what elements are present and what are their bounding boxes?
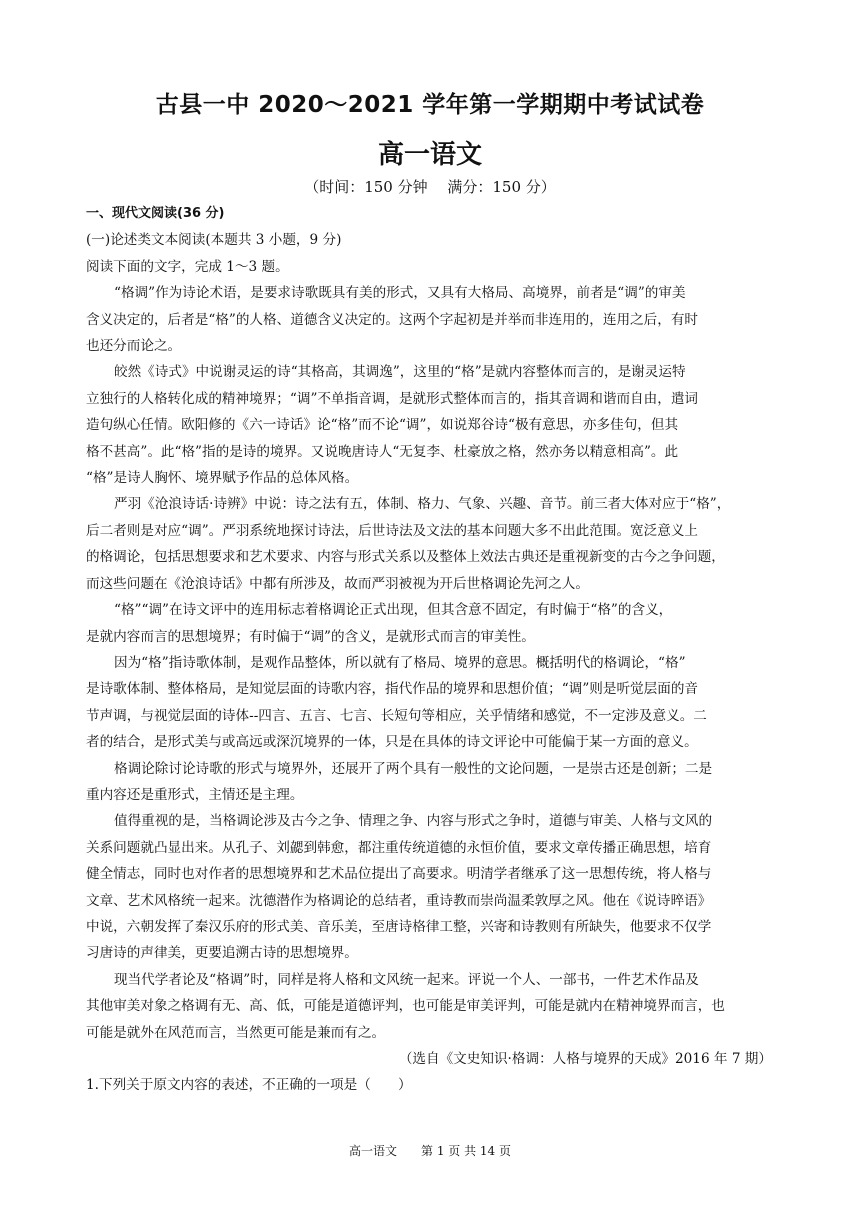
source-citation: （选自《文史知识·格调：人格与境界的天成》2016 年 7 期）	[398, 1051, 772, 1067]
passage-line: 可能是就外在风范而言，当然更可能是兼而有之。	[86, 1024, 386, 1041]
passage-line: 格不甚高”。此“格”指的是诗的境界。又说晚唐诗人“无复李、杜豪放之格，然亦务以精意相高”。此	[86, 443, 679, 460]
passage-line: 中说，六朝发挥了秦汉乐府的形式美、音乐美，至唐诗格律工整，兴寄和诗教则有所缺失，他要求不仅学	[86, 918, 712, 935]
passage-line: 现当代学者论及“格调”时，同样是将人格和文风统一起来。评说一个人、一部书，一件艺术作品及	[114, 971, 699, 988]
passage-line: 立独行的人格转化成的精神境界；“调”不单指音调，是就形式整体而言的，指其音调和谐而自由，遣词	[86, 390, 699, 407]
question-1: 1.下列关于原文内容的表述，不正确的一项是（ ）	[86, 1077, 412, 1094]
passage-line: “格”是诗人胸怀、境界赋予作品的总体风格。	[86, 470, 359, 487]
passage-line: 关系问题就凸显出来。从孔子、刘勰到韩愈，都注重传统道德的永恒价值，要求文章传播正确思想，培育	[86, 839, 712, 856]
passage	[86, 280, 776, 1046]
passage-line: “格”“调”在诗文评中的连用标志着格调论正式出现，但其含意不固定，有时偏于“格”的含义，	[114, 602, 673, 619]
page-footer: 高一语文 第 1 页 共 14 页	[349, 1144, 511, 1158]
passage-line: 皎然《诗式》中说谢灵运的诗“其格高，其调逸”，这里的“格”是就内容整体而言的，是谢灵运特	[114, 364, 686, 381]
passage-line: 者的结合，是形式美与或高远或深沉境界的一体，只是在具体的诗文评论中可能偏于某一方面的意义。	[86, 734, 698, 751]
passage-line: “格调”作为诗论术语，是要求诗歌既具有美的形式，又具有大格局、高境界，前者是“调”的审美	[114, 285, 686, 302]
passage-line: 而这些问题在《沧浪诗话》中都有所涉及，故而严羽被视为开后世格调论先河之人。	[86, 575, 589, 592]
passage-line: 文章、艺术风格统一起来。沈德潜作为格调论的总结者，重诗教而崇尚温柔敦厚之风。他在《说诗晬语》	[86, 892, 712, 909]
passage-line: 值得重视的是，当格调论涉及古今之争、情理之争、内容与形式之争时，道德与审美、人格与文风的	[114, 813, 713, 830]
passage-line: 是就内容而言的思想境界；有时偏于“调”的含义，是就形式而言的审美性。	[86, 628, 535, 645]
subject-title: 高一语文	[377, 140, 482, 170]
passage-line: 的格调论，包括思想要求和艺术要求、内容与形式关系以及整体上效法古典还是重视新变的古今之争问题，	[86, 549, 725, 566]
reading-section	[86, 201, 776, 1099]
section-heading: 一、现代文阅读(36 分)	[86, 206, 225, 221]
passage-line: 其他审美对象之格调有无、高、低，可能是道德评判，也可能是审美评判，可能是就内在精神境界而言，也	[86, 998, 725, 1015]
reading-instruction: 阅读下面的文字，完成 1～3 题。	[86, 258, 289, 275]
passage-line: 健全情志，同时也对作者的思想境界和艺术品位提出了高要求。明清学者继承了这一思想传统，将人格与	[86, 866, 712, 883]
passage-line: 含义决定的，后者是“格”的人格、道德含义决定的。这两个字起初是并举而非连用的，连用之后，有时	[86, 311, 699, 328]
passage-line: 因为“格”指诗歌体制，是观作品整体，所以就有了格局、境界的意思。概括明代的格调论，“格”	[114, 654, 686, 671]
passage-line: 节声调，与视觉层面的诗体--四言、五言、七言、长短句等相应，关乎情绪和感觉，不一定涉及意义。二	[86, 707, 707, 724]
passage-line: 造句纵心任情。欧阳修的《六一诗话》论“格”而不论“调”，如说郑谷诗“极有意思，亦多佳句，但其	[86, 417, 679, 434]
passage-line: 重内容还是重形式，主情还是主理。	[86, 786, 304, 803]
exam-meta: （时间：150 分钟 满分：150 分）	[304, 178, 556, 196]
passage-line: 也还分而论之。	[86, 338, 182, 355]
passage-line: 格调论除讨论诗歌的形式与境界外，还展开了两个具有一般性的文论问题，一是崇古还是创新；二是	[114, 760, 713, 777]
passage-line: 习唐诗的声律美，更要追溯古诗的思想境界。	[86, 945, 358, 962]
passage-line: 后二者则是对应“调”。严羽系统地探讨诗法，后世诗法及文法的基本问题大多不出此范围。宽泛意义上	[86, 522, 699, 539]
section-subheading: (一)论述类文本阅读(本题共 3 小题，9 分)	[86, 232, 342, 249]
passage-line: 严羽《沧浪诗话·诗辨》中说：诗之法有五，体制、格力、气象、兴趣、音节。前三者大体对应于“格”，	[114, 496, 731, 513]
passage-line: 是诗歌体制、整体格局，是知觉层面的诗歌内容，指代作品的境界和思想价值；“调”则是听觉层面的音	[86, 681, 699, 698]
exam-title: 古县一中 2020～2021 学年第一学期期中考试试卷	[155, 92, 705, 118]
